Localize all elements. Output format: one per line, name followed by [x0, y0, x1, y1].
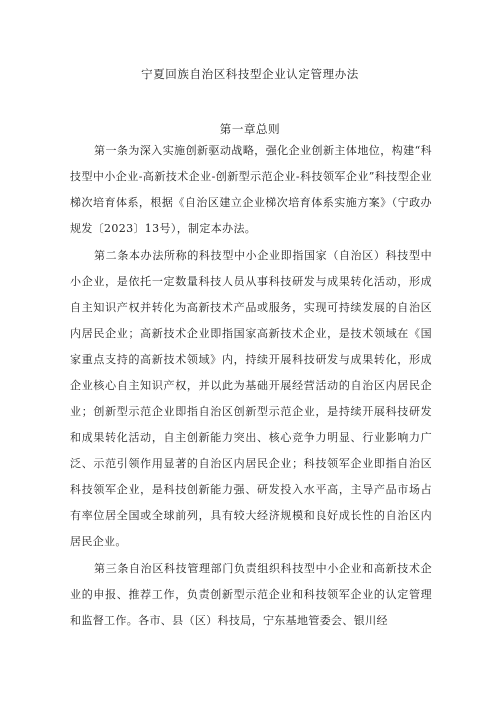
document-body [70, 138, 432, 634]
chapter-heading: 第一章总则 [219, 122, 281, 136]
article-1-paragraph: 第一条为深入实施创新驱动战略，强化企业创新主体地位，构建“科技型中小企业-高新技术企业-创新型示范企业-科技领军企业”科技型企业梯次培育体系，根据《自治区建立企业梯次培育体系实施方案》（宁政办规发〔2023〕13号），制定本办法。 [70, 144, 432, 235]
article-3-paragraph: 第三条自治区科技管理部门负责组织科技型中小企业和高新技术企业的申报、推荐工作，负责创新型示范企业和科技领军企业的认定管理和监督工作。各市、县（区）科技局，宁东基地管委会、银川经 [70, 562, 432, 627]
document-title: 宁夏回族自治区科技型企业认定管理办法 [141, 67, 359, 81]
article-2-paragraph: 第二条本办法所称的科技型中小企业即指国家（自治区）科技型中小企业，是依托一定数量科技人员从事科技研发与成果转化活动，形成自主知识产权并转化为高新技术产品或服务，实现可持续发展的自治区内居民企业；高新技术企业即指国家高新技术企业，是技术领域在《国家重点支持的高新技术领域》内，持续开展科技研发与成果转化，形成企业核心自主知识产权，并以此为基础开展经营活动的自治区内居民企业；创新型示范企业即指自治区创新型示范企业，是持续开展科技研发和成果转化活动，自主创新能力突出、核心竞争力明显、行业影响力广泛、示范引领作用显著的自治区内居民企业；科技领军企业即指自治区科技领军企业，是科技创新能力强、研发投入水平高，主导产品市场占有率位居全国或全球前列，具有较大经济规模和良好成长性的自治区内居民企业。 [70, 249, 432, 548]
